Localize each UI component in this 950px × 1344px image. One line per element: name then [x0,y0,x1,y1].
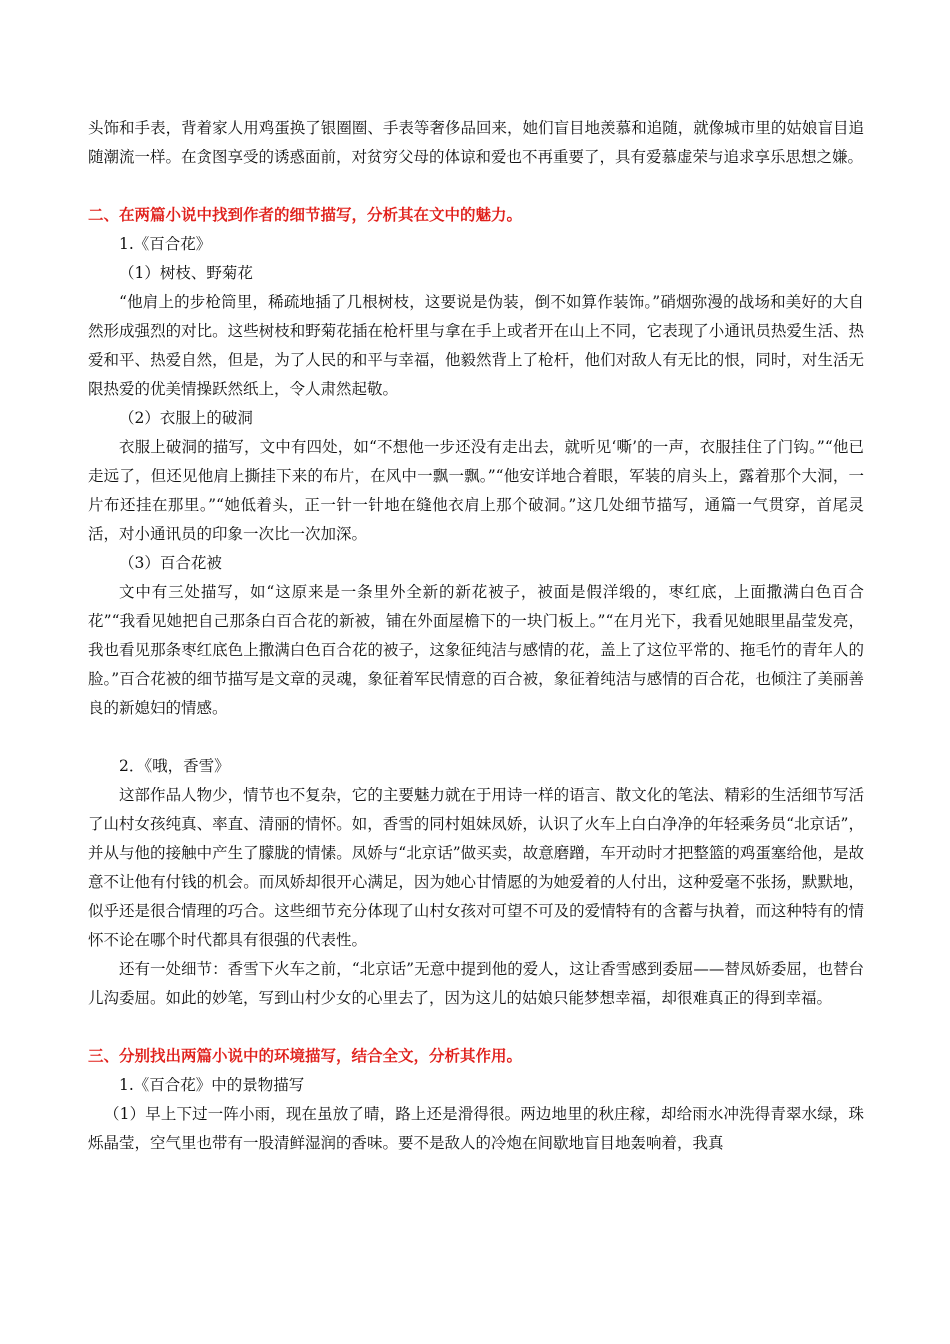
intro-paragraph: 头饰和手表，背着家人用鸡蛋换了银圈圈、手表等奢侈品回来，她们盲目地羡慕和追随，就像城市里的姑娘盲目追随潮流一样。在贪图享受的诱惑面前，对贫穷父母的体谅和爱也不再重要了，具有爱慕虚荣与追求享乐思想之嫌。 [88,119,864,166]
section-2-item3-title: （3）百合花被 [119,554,222,572]
section-2-item2-text: 衣服上破洞的描写，文中有四处，如“不想他一步还没有走出去，就听见‘嘶’的一声，衣服挂住了门钩。”“他已走远了，但还见他肩上撕挂下来的布片，在风中一飘一飘。”“他安详地合着眼，军装的肩头上，露着那个大洞，一片布还挂在那里。”“她低着头，正一针一针地在缝他衣肩上那个破洞。”这几处细节描写，通篇一气贯穿，首尾灵活，对小通讯员的印象一次比一次加深。 [88,438,864,543]
section-2-sub2-title: 2．《哦，香雪》 [119,757,230,775]
section-2-sub1-title: 1.《百合花》 [119,235,212,253]
section-3-heading: 三、分别找出两篇小说中的环境描写，结合全文，分析其作用。 [88,1047,523,1065]
section-3-item1-text: （1）早上下过一阵小雨，现在虽放了晴，路上还是滑得很。两边地里的秋庄稼，却给雨水冲洗得青翠水绿，珠烁晶莹，空气里也带有一股清鲜湿润的香味。要不是敌人的冷炮在间歇地盲目地轰响着，我真 [88,1105,864,1152]
section-2-item1-text: “他肩上的步枪筒里，稀疏地插了几根树枝，这要说是伪装，倒不如算作装饰。”硝烟弥漫的战场和美好的大自然形成强烈的对比。这些树枝和野菊花插在枪杆里与拿在手上或者开在山上不同，它表现了小通讯员热爱生活、热爱和平、热爱自然，但是，为了人民的和平与幸福，他毅然背上了枪杆，他们对敌人有无比的恨，同时，对生活无限热爱的优美情操跃然纸上，令人肃然起敬。 [88,293,864,398]
section-2-item1-title: （1）树枝、野菊花 [119,264,253,282]
section-2-item3-text: 文中有三处描写，如“这原来是一条里外全新的新花被子，被面是假洋缎的，枣红底，上面撒满白色百合花”“我看见她把自己那条白百合花的新被，铺在外面屋檐下的一块门板上。”“在月光下，我看见她眼里晶莹发亮，我也看见那条枣红底色上撒满白色百合花的被子，这象征纯洁与感情的花，盖上了这位平常的、拖毛竹的青年人的脸。”百合花被的细节描写是文章的灵魂，象征着军民情意的百合被，象征着纯洁与感情的百合花，也倾注了美丽善良的新媳妇的情感。 [88,583,864,717]
section-3-sub1-title: 1.《百合花》中的景物描写 [119,1076,305,1094]
section-2-sub2-text2: 还有一处细节：香雪下火车之前，“北京话”无意中提到他的爱人，这让香雪感到委屈——替凤娇委屈，也替台儿沟委屈。如此的妙笔，写到山村少女的心里去了，因为这儿的姑娘只能梦想幸福，却很难真正的得到幸福。 [88,960,864,1007]
section-2-item2-title: （2）衣服上的破洞 [119,409,253,427]
document-page [88,114,864,1158]
section-2-heading: 二、在两篇小说中找到作者的细节描写，分析其在文中的魅力。 [88,206,523,224]
section-2-sub2-text1: 这部作品人物少，情节也不复杂，它的主要魅力就在于用诗一样的语言、散文化的笔法、精彩的生活细节写活了山村女孩纯真、率直、清丽的情怀。如，香雪的同村姐妹凤娇，认识了火车上白白净净的年轻乘务员“北京话”，并从与他的接触中产生了朦胧的情愫。凤娇与“北京话”做买卖，故意磨蹭，车开动时才把整篮的鸡蛋塞给他，是故意不让他有付钱的机会。而凤娇却很开心满足，因为她心甘情愿的为她爱着的人付出，这种爱毫不张扬，默默地，似乎还是很合情理的巧合。这些细节充分体现了山村女孩对可望不可及的爱情特有的含蓄与执着，而这种特有的情怀不论在哪个时代都具有很强的代表性。 [88,786,864,949]
